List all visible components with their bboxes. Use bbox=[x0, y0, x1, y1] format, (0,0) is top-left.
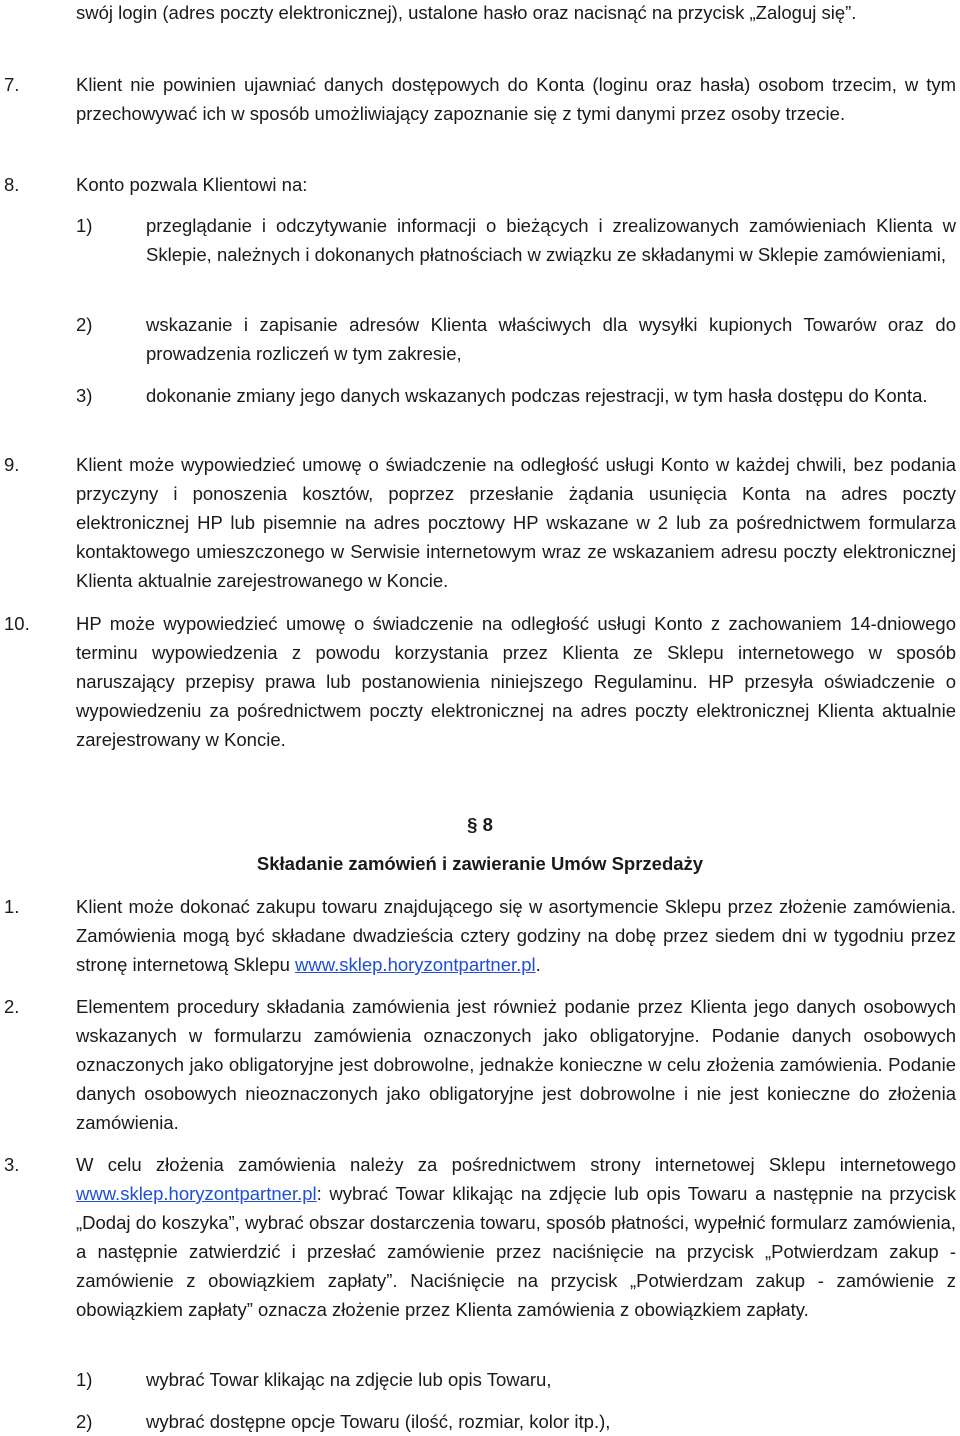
list-number: 1) bbox=[76, 215, 93, 236]
list-text: wskazanie i zapisanie adresów Klienta właściwych dla wysyłki kupionych Towarów oraz do prowadzenia rozliczeń w tym zakresie, bbox=[146, 314, 956, 364]
paragraph-text: Elementem procedury składania zamówienia jest również podanie przez Klienta jego danych osobowych wskazanych w formularzu zamówienia oznaczonych jako obligatoryjne. Podanie danych osobowych oznaczonych jako obligatoryjne jest dobrowolne, jednakże konieczne w celu złożenia zamówienia. Podanie danych osobowych nieoznaczonych jako obligatoryjne jest dobrowolne i nie jest konieczne do złożenia zamówienia. bbox=[76, 996, 956, 1133]
shop-link[interactable]: www.sklep.horyzontpartner.pl bbox=[76, 1183, 317, 1204]
list-text: przeglądanie i odczytywanie informacji o bieżących i zrealizowanych zamówieniach Klienta w Sklepie, należnych i dokonanych płatnościach w związku ze składanymi w Sklepie zamówieniami, bbox=[146, 215, 956, 265]
paragraph-text bbox=[76, 892, 956, 979]
section-paragraph-3 bbox=[4, 1150, 956, 1324]
text-part: Klient może dokonać zakupu towaru znajdującego się w asortymencie Sklepu przez złożenie zamówienia. Zamówienia mogą być składane dwadzieścia cztery godziny na dobę przez siedem dni w tygodniu przez stronę internetową Sklepu bbox=[76, 896, 956, 975]
paragraph-text: Klient może wypowiedzieć umowę o świadczenie na odległość usługi Konto w każdej chwili, bez podania przyczyny i ponoszenia kosztów, poprzez przesłanie żądania usunięcia Konta na adres poczty elektronicznej HP lub pisemnie na adres pocztowy HP wskazane w 2 lub za pośrednictwem formularza kontaktowego umieszczonego w Serwisie internetowym wraz ze wskazaniem adresu poczty elektronicznej Klienta aktualnie zarejestrowanego w Koncie. bbox=[76, 454, 956, 591]
section-mark: § 8 bbox=[467, 814, 493, 835]
paragraph-number: 2. bbox=[4, 996, 20, 1017]
section-paragraph-1 bbox=[4, 892, 956, 979]
paragraph-10 bbox=[4, 609, 956, 754]
paragraph-text bbox=[76, 1150, 956, 1324]
paragraph-number: 1. bbox=[4, 896, 20, 917]
continuation-text: swój login (adres poczty elektronicznej), ustalone hasło oraz nacisnąć na przycisk „Zaloguj się”. bbox=[76, 2, 857, 23]
paragraph-number: 8. bbox=[4, 174, 20, 195]
paragraph-text: Klient nie powinien ujawniać danych dostępowych do Konta (loginu oraz hasła) osobom trzecim, w tym przechowywać ich w sposób umożliwiający zapoznanie się z tymi danymi przez osoby trzecie. bbox=[76, 74, 956, 124]
text-part: : wybrać Towar klikając na zdjęcie lub opis Towaru a następnie na przycisk „Dodaj do koszyka”, wybrać obszar dostarczenia towaru, sposób płatności, wypełnić formularz zamówienia, a następnie zatwierdzić i przesłać zamówienie przez naciśnięcie na przycisk „Potwierdzam zakup - zamówienie z obowiązkiem zapłaty”. Naciśnięcie na przycisk „Potwierdzam zakup - zamówienie z obowiązkiem zapłaty” oznacza złożenie przez Klienta zamówienia z obowiązkiem zapłaty. bbox=[76, 1183, 956, 1320]
list-number: 1) bbox=[76, 1369, 93, 1390]
paragraph-text: Konto pozwala Klientowi na: bbox=[76, 174, 308, 195]
list-item bbox=[76, 211, 956, 269]
list-item bbox=[76, 310, 956, 368]
list-number: 2) bbox=[76, 1411, 93, 1432]
paragraph-number: 7. bbox=[4, 74, 20, 95]
paragraph-text: HP może wypowiedzieć umowę o świadczenie na odległość usługi Konto z zachowaniem 14-dniowego terminu wypowiedzenia z powodu korzystania przez Klienta ze Sklepu internetowego w sposób naruszający przepisy prawa lub postanowienia niniejszego Regulaminu. HP przesyła oświadczenie o wypowiedzeniu za pośrednictwem poczty elektronicznej na adres poczty elektronicznej Klienta aktualnie zarejestrowany w Koncie. bbox=[76, 613, 956, 750]
paragraph-8 bbox=[4, 170, 956, 199]
list-item bbox=[76, 381, 956, 410]
paragraph-7 bbox=[4, 70, 956, 128]
continuation-paragraph bbox=[76, 0, 956, 27]
list-text: wybrać Towar klikając na zdjęcie lub opis Towaru, bbox=[146, 1369, 552, 1390]
paragraph-number: 9. bbox=[4, 454, 20, 475]
text-part: . bbox=[535, 954, 541, 975]
paragraph-9 bbox=[4, 450, 956, 595]
list-number: 3) bbox=[76, 385, 93, 406]
text-part: W celu złożenia zamówienia należy za pośrednictwem strony internetowej Sklepu internetowego bbox=[76, 1154, 956, 1175]
section-paragraph-2 bbox=[4, 992, 956, 1137]
list-text: wybrać dostępne opcje Towaru (ilość, rozmiar, kolor itp.), bbox=[146, 1411, 611, 1432]
section-title: Składanie zamówień i zawieranie Umów Sprzedaży bbox=[256, 853, 704, 874]
paragraph-number: 10. bbox=[4, 613, 30, 634]
list-text: dokonanie zmiany jego danych wskazanych podczas rejestracji, w tym hasła dostępu do Konta. bbox=[146, 385, 928, 406]
list-item bbox=[76, 1365, 956, 1394]
shop-link[interactable]: www.sklep.horyzontpartner.pl bbox=[295, 954, 536, 975]
paragraph-number: 3. bbox=[4, 1154, 20, 1175]
list-item bbox=[76, 1407, 956, 1436]
list-number: 2) bbox=[76, 314, 93, 335]
